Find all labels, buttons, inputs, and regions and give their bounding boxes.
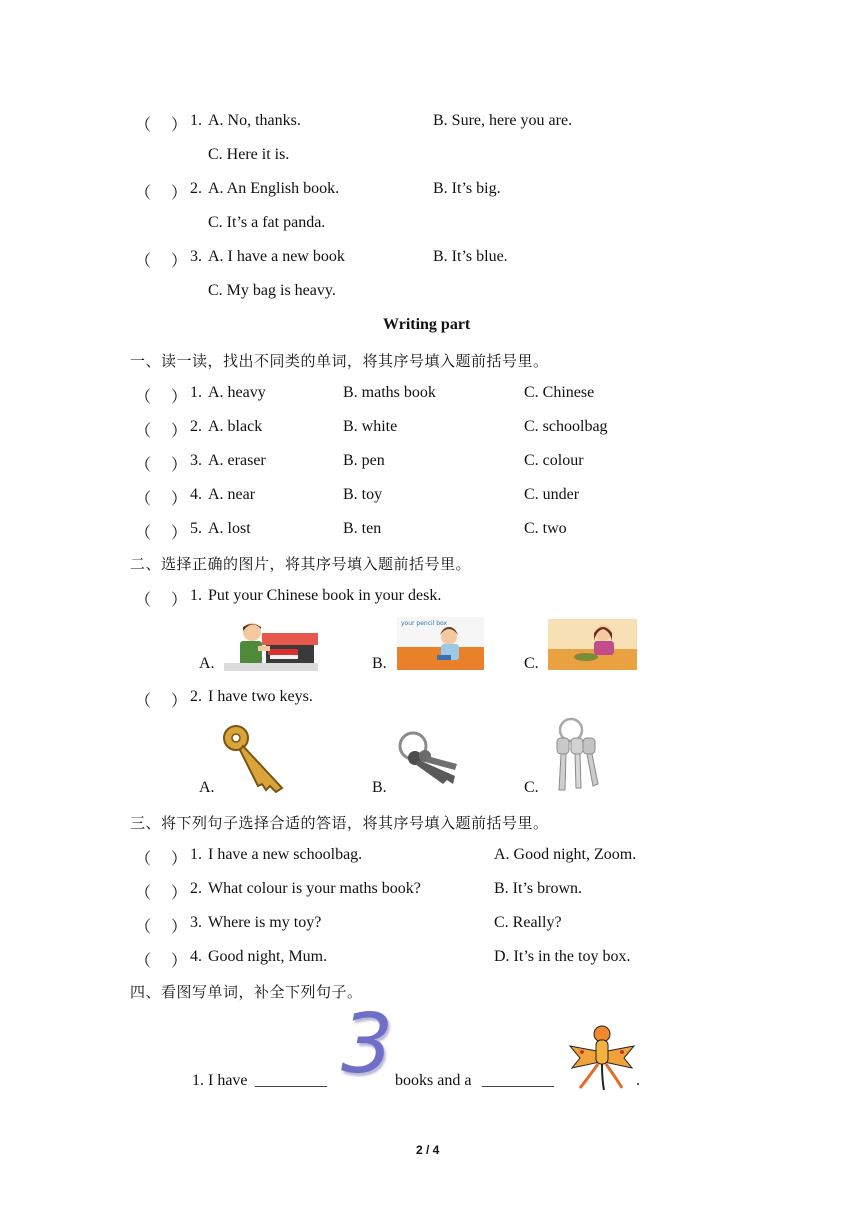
answer-bracket[interactable]: （ ）	[135, 253, 188, 270]
option-a: A. I have a new book	[208, 248, 345, 265]
option-b: B. toy	[343, 486, 383, 503]
question-number: 1.	[190, 587, 202, 604]
sentence-middle: books and a	[395, 1072, 472, 1089]
section-2-title: 二、选择正确的图片，将其序号填入题前括号里。	[130, 555, 472, 573]
question-number: 1.	[190, 846, 202, 863]
answer-bracket[interactable]: （ ）	[135, 592, 188, 609]
question-number: 3.	[190, 452, 202, 469]
picture-label-b: B.	[372, 655, 387, 672]
option-a: A. An English book.	[208, 180, 340, 197]
option-a: A. No, thanks.	[208, 112, 301, 129]
answer-blank[interactable]: _________	[482, 1072, 554, 1089]
boy-desk-image	[222, 619, 320, 671]
kite-picture[interactable]	[566, 1022, 638, 1092]
dark-keys-picture[interactable]	[395, 730, 459, 792]
girl-desk-image	[548, 619, 637, 670]
answer-option: C. Really?	[494, 914, 562, 931]
question-number: 5.	[190, 520, 202, 537]
girl-with-pencil-box-picture[interactable]	[397, 617, 484, 670]
option-c: C. schoolbag	[524, 418, 608, 435]
picture-label-b: B.	[372, 779, 387, 796]
question-text: I have two keys.	[208, 688, 313, 705]
question-number: 3.	[190, 914, 202, 931]
section-1-title: 一、读一读，找出不同类的单词，将其序号填入题前括号里。	[130, 352, 549, 370]
option-c: C. colour	[524, 452, 584, 469]
question-text: Good night, Mum.	[208, 948, 328, 965]
answer-bracket[interactable]: （ ）	[135, 117, 188, 134]
single-gold-key-picture[interactable]	[220, 722, 288, 794]
answer-bracket[interactable]: （ ）	[135, 919, 188, 936]
question-number: 1.	[190, 384, 202, 401]
option-b: B. pen	[343, 452, 385, 469]
picture-label-a: A.	[199, 779, 215, 796]
kite-icon	[566, 1022, 638, 1092]
option-c: C. two	[524, 520, 567, 537]
gold-key-icon	[220, 722, 288, 794]
option-c: C. It’s a fat panda.	[208, 214, 326, 231]
option-c: C. under	[524, 486, 580, 503]
option-a: A. black	[208, 418, 263, 435]
sentence-prefix: 1. I have	[192, 1072, 248, 1089]
option-a: A. near	[208, 486, 256, 503]
girl-at-desk-picture[interactable]	[548, 619, 637, 670]
boy-putting-book-in-desk-picture[interactable]	[222, 619, 320, 671]
answer-bracket[interactable]: （ ）	[135, 457, 188, 474]
answer-bracket[interactable]: （ ）	[135, 525, 188, 542]
page-number: 2 / 4	[416, 1143, 440, 1157]
answer-bracket[interactable]: （ ）	[135, 953, 188, 970]
option-c: C. Here it is.	[208, 146, 290, 163]
option-a: A. lost	[208, 520, 251, 537]
silver-keys-picture[interactable]	[551, 716, 601, 794]
question-number: 2.	[190, 180, 202, 197]
option-b: B. maths book	[343, 384, 436, 401]
option-b: B. white	[343, 418, 398, 435]
option-b: B. It’s blue.	[433, 248, 508, 265]
picture-label-c: C.	[524, 655, 539, 672]
picture-label-a: A.	[199, 655, 215, 672]
question-number: 2.	[190, 880, 202, 897]
answer-bracket[interactable]: （ ）	[135, 491, 188, 508]
answer-option: B. It’s brown.	[494, 880, 582, 897]
writing-part-title: Writing part	[383, 316, 471, 333]
option-c: C. My bag is heavy.	[208, 282, 336, 299]
picture-caption: your pencil box	[401, 620, 448, 627]
picture-label-c: C.	[524, 779, 539, 796]
question-text: What colour is your maths book?	[208, 880, 421, 897]
answer-bracket[interactable]: （ ）	[135, 851, 188, 868]
option-b: B. ten	[343, 520, 382, 537]
question-text: Put your Chinese book in your desk.	[208, 587, 442, 604]
girl-pencil-box-image	[397, 617, 484, 670]
number-three-picture: 3	[341, 997, 394, 1092]
option-b: B. Sure, here you are.	[433, 112, 573, 129]
option-b: B. It’s big.	[433, 180, 501, 197]
question-text: Where is my toy?	[208, 914, 322, 931]
answer-bracket[interactable]: （ ）	[135, 885, 188, 902]
question-text: I have a new schoolbag.	[208, 846, 363, 863]
answer-bracket[interactable]: （ ）	[135, 423, 188, 440]
sentence-end: .	[636, 1072, 640, 1089]
answer-bracket[interactable]: （ ）	[135, 185, 188, 202]
question-number: 3.	[190, 248, 202, 265]
question-number: 2.	[190, 418, 202, 435]
answer-option: A. Good night, Zoom.	[494, 846, 637, 863]
question-number: 1.	[190, 112, 202, 129]
section-3-title: 三、将下列句子选择合适的答语，将其序号填入题前括号里。	[130, 814, 549, 832]
silver-keys-icon	[551, 716, 601, 794]
dark-keys-icon	[395, 730, 459, 792]
question-number: 4.	[190, 948, 202, 965]
question-number: 4.	[190, 486, 202, 503]
answer-bracket[interactable]: （ ）	[135, 389, 188, 406]
answer-bracket[interactable]: （ ）	[135, 693, 188, 710]
section-4-title: 四、看图写单词，补全下列句子。	[130, 983, 363, 1001]
answer-option: D. It’s in the toy box.	[494, 948, 631, 965]
question-number: 2.	[190, 688, 202, 705]
option-c: C. Chinese	[524, 384, 595, 401]
option-a: A. eraser	[208, 452, 266, 469]
option-a: A. heavy	[208, 384, 266, 401]
answer-blank[interactable]: _________	[255, 1072, 327, 1089]
